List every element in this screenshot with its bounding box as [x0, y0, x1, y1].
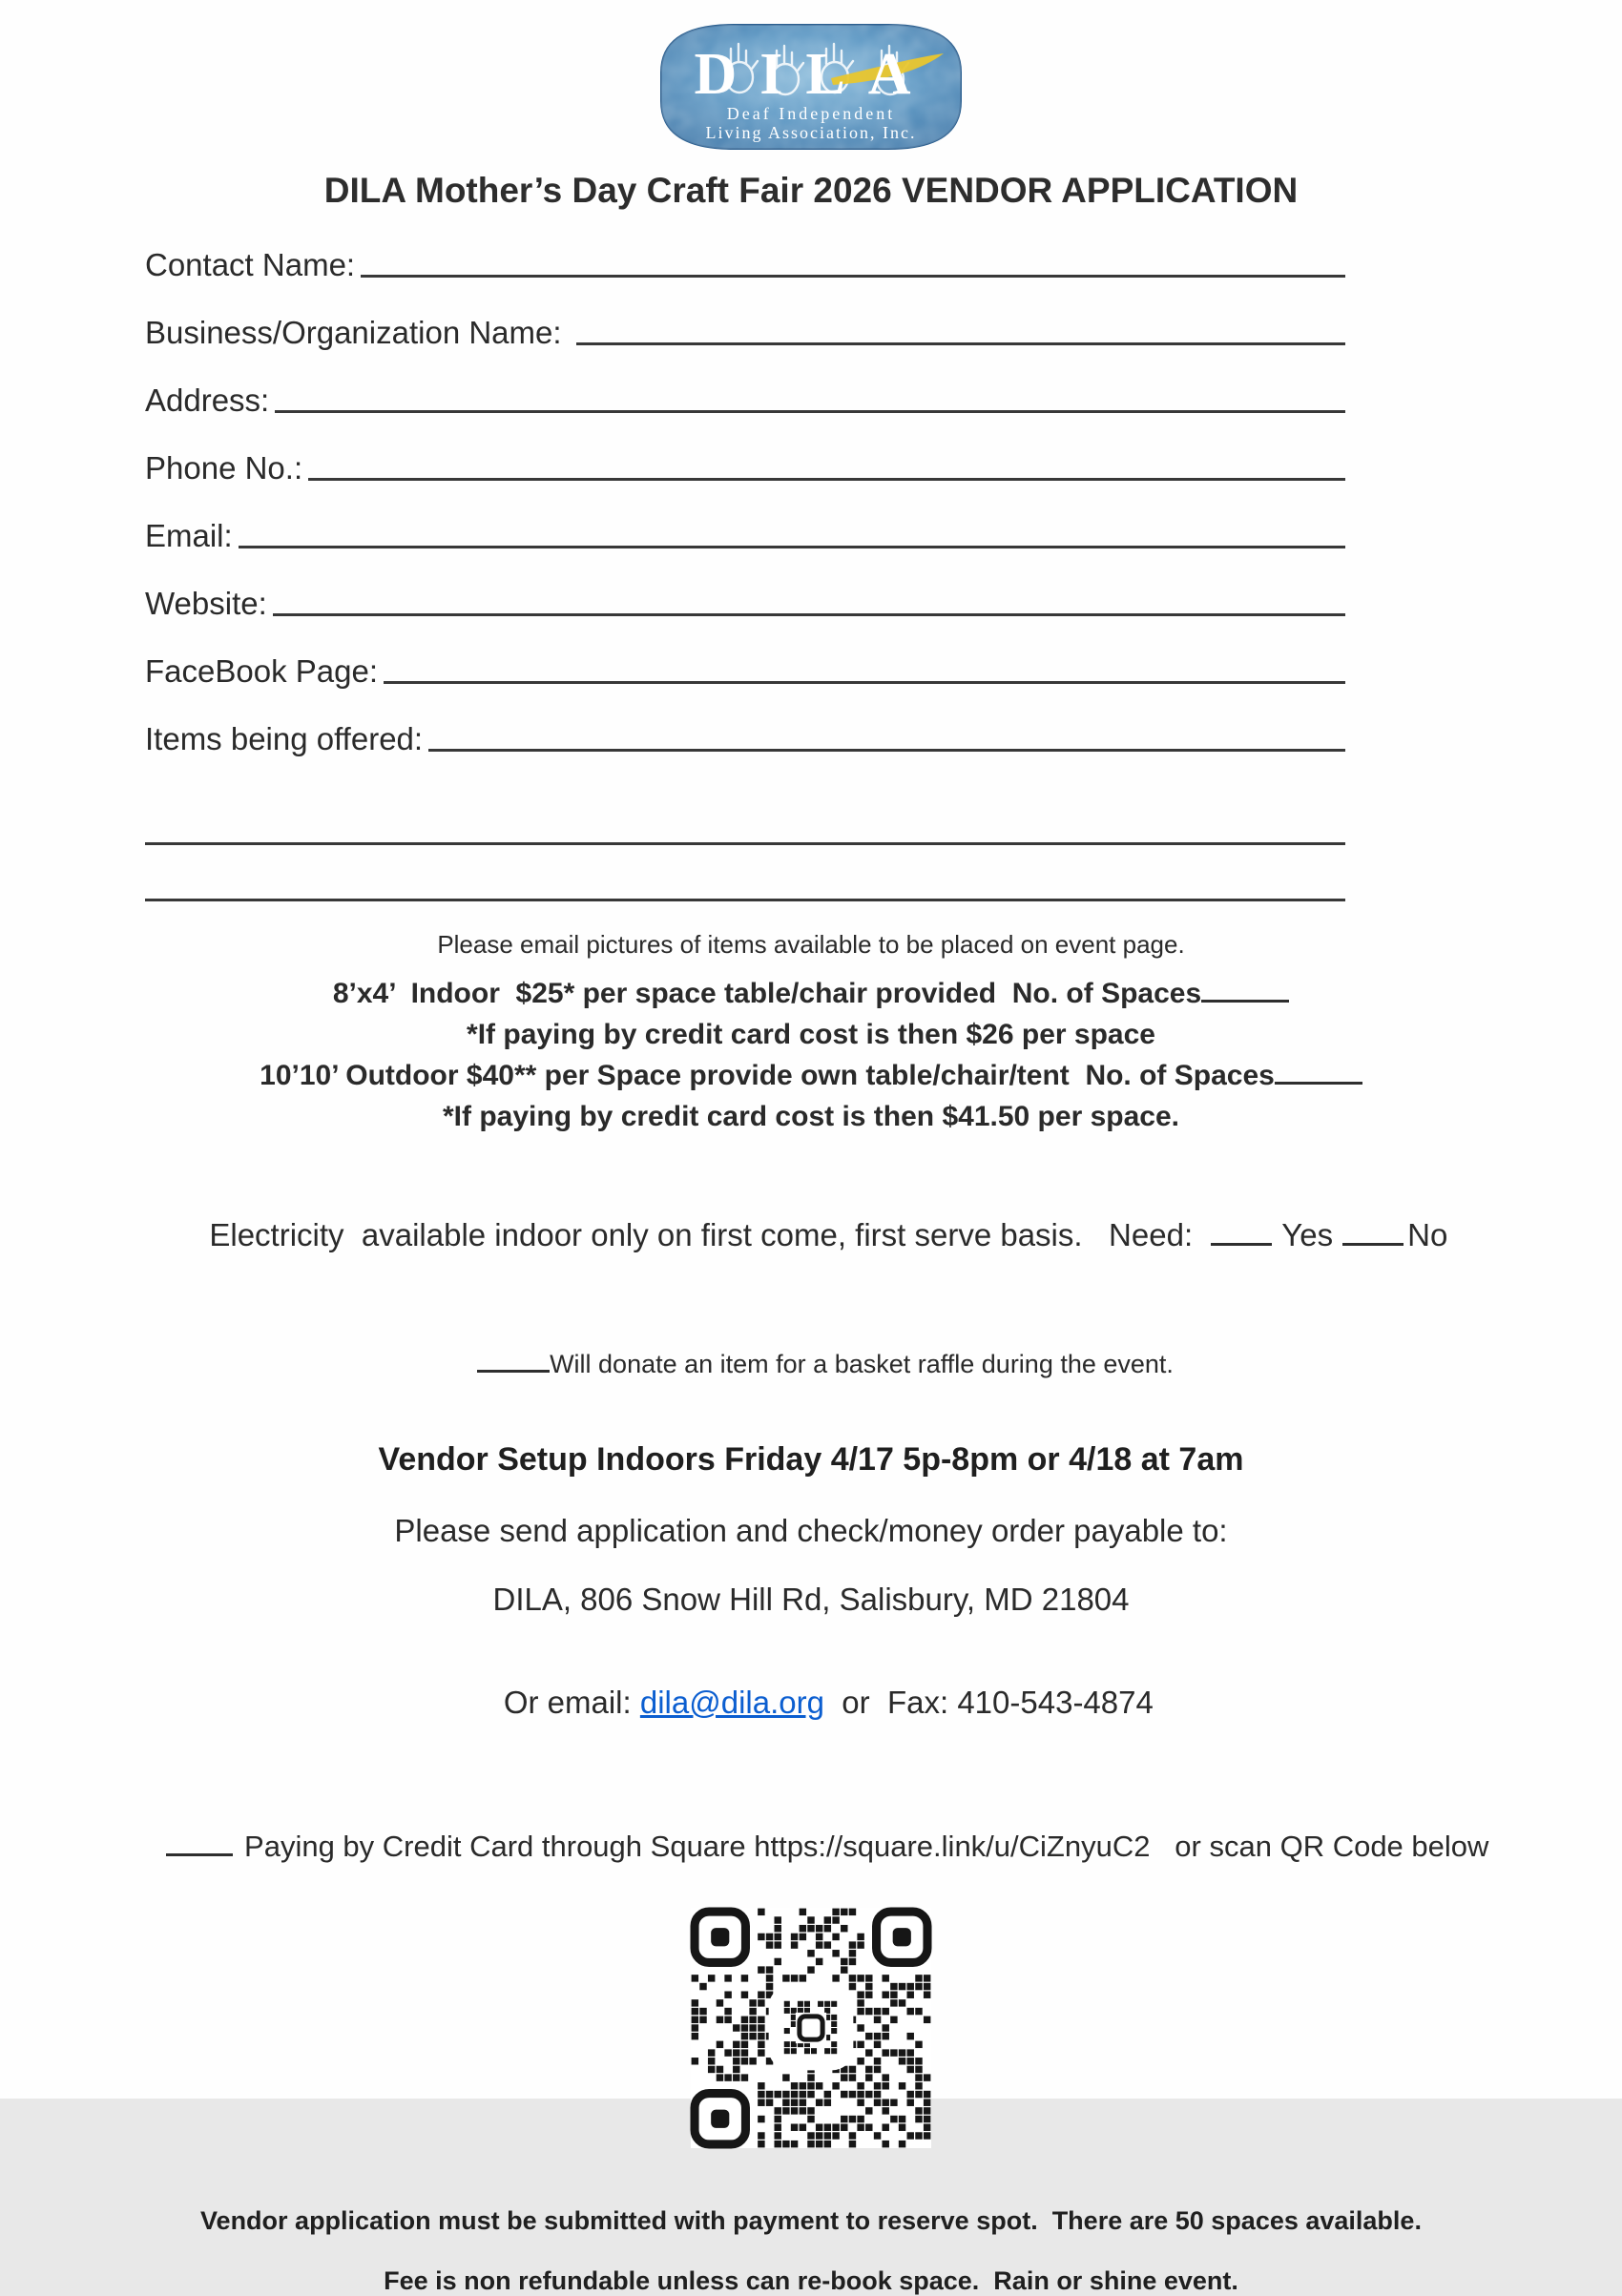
electricity-text: Electricity available indoor only on first come, first serve basis. Need: — [209, 1217, 1202, 1252]
business-name-label: Business/Organization Name: — [145, 315, 571, 350]
items-offered-input-line[interactable] — [428, 749, 1345, 752]
credit-card-blank[interactable] — [166, 1851, 233, 1856]
facebook-label: FaceBook Page: — [145, 653, 378, 689]
email-label: Email: — [145, 518, 233, 553]
indoor-spaces-blank[interactable] — [1201, 998, 1289, 1003]
footer-note-refund: Fee is non refundable unless can re-book space. Rain or shine event. — [384, 2266, 1238, 2295]
electricity-no-label: No — [1407, 1217, 1448, 1252]
address-input-line[interactable] — [275, 410, 1345, 413]
website-label: Website: — [145, 586, 267, 621]
form-field-website — [145, 586, 1345, 622]
logo-org-line2: Living Association, Inc. — [705, 123, 917, 142]
mailing-address-line: DILA, 806 Snow Hill Rd, Salisbury, MD 21804 — [492, 1582, 1130, 1617]
business-name-input-line[interactable] — [576, 342, 1345, 345]
qr-code-image — [691, 1908, 931, 2148]
vendor-setup-line: Vendor Setup Indoors Friday 4/17 5p-8pm or 4/18 at 7am — [378, 1441, 1244, 1478]
logo-acronym: DILA — [694, 42, 934, 107]
electricity-no-blank[interactable] — [1342, 1241, 1404, 1246]
contact-name-label: Contact Name: — [145, 247, 356, 282]
email-fax-line — [0, 1648, 1622, 1757]
footer-note-spaces: Vendor application must be submitted with payment to reserve spot. There are 50 spaces available. — [200, 2206, 1422, 2235]
page-title: DILA Mother’s Day Craft Fair 2026 VENDOR APPLICATION — [323, 171, 1299, 210]
qr-code-container — [0, 1908, 1622, 2153]
email-prefix: Or email: — [503, 1685, 640, 1720]
items-offered-label: Items being offered: — [145, 721, 424, 756]
email-link[interactable]: dila@dila.org — [639, 1685, 824, 1720]
dila-logo — [657, 21, 965, 153]
form-field-address — [145, 383, 1345, 419]
square-payment-text: Paying by Credit Card through Square https://square.link/u/CiZnyuC2 or scan QR Code below — [244, 1830, 1489, 1863]
form-field-business-name — [145, 315, 1345, 351]
contact-name-input-line[interactable] — [361, 275, 1345, 278]
form-field-email — [145, 518, 1345, 554]
form-field-facebook — [145, 653, 1345, 690]
address-label: Address: — [145, 383, 270, 418]
logo-container — [0, 0, 1622, 157]
facebook-input-line[interactable] — [384, 681, 1345, 684]
form-field-contact-name — [145, 247, 1345, 283]
electricity-yes-label: Yes — [1281, 1217, 1334, 1252]
items-offered-extra-line-2[interactable] — [145, 845, 1345, 901]
raffle-text: Will donate an item for a basket raffle during the event. — [550, 1350, 1174, 1378]
website-input-line[interactable] — [273, 613, 1345, 616]
raffle-blank[interactable] — [477, 1368, 550, 1373]
email-suffix: or Fax: 410-543-4874 — [823, 1685, 1154, 1720]
indoor-price-text: 8’x4’ Indoor $25* per space table/chair provided No. of Spaces — [332, 978, 1202, 1009]
square-payment-line — [0, 1795, 1622, 1898]
pricing-block — [0, 973, 1622, 1137]
photos-note: Please email pictures of items available to be placed on event page. — [437, 930, 1185, 959]
electricity-line — [0, 1181, 1622, 1290]
items-offered-extra-line-1[interactable] — [145, 789, 1345, 845]
outdoor-price-text: 10’10’ Outdoor $40** per Space provide own table/chair/tent No. of Spaces — [260, 1060, 1275, 1091]
logo-org-line1: Deaf Independent — [726, 104, 896, 123]
form-field-items-offered — [145, 721, 1345, 757]
outdoor-cc-note: *If paying by credit card cost is then $41.50 per space. — [443, 1101, 1179, 1132]
phone-input-line[interactable] — [308, 478, 1345, 481]
phone-label: Phone No.: — [145, 450, 303, 486]
indoor-price-line — [0, 973, 1622, 1014]
outdoor-price-line — [0, 1055, 1622, 1096]
electricity-yes-blank[interactable] — [1211, 1241, 1272, 1246]
indoor-cc-note: *If paying by credit card cost is then $26 per space — [467, 1019, 1155, 1050]
outdoor-spaces-blank[interactable] — [1275, 1080, 1362, 1085]
send-application-line: Please send application and check/money order payable to: — [394, 1513, 1228, 1548]
raffle-line — [0, 1320, 1622, 1409]
form-field-phone — [145, 450, 1345, 486]
qr-code — [691, 1908, 931, 2148]
application-form — [145, 247, 1345, 901]
email-input-line[interactable] — [239, 546, 1345, 548]
